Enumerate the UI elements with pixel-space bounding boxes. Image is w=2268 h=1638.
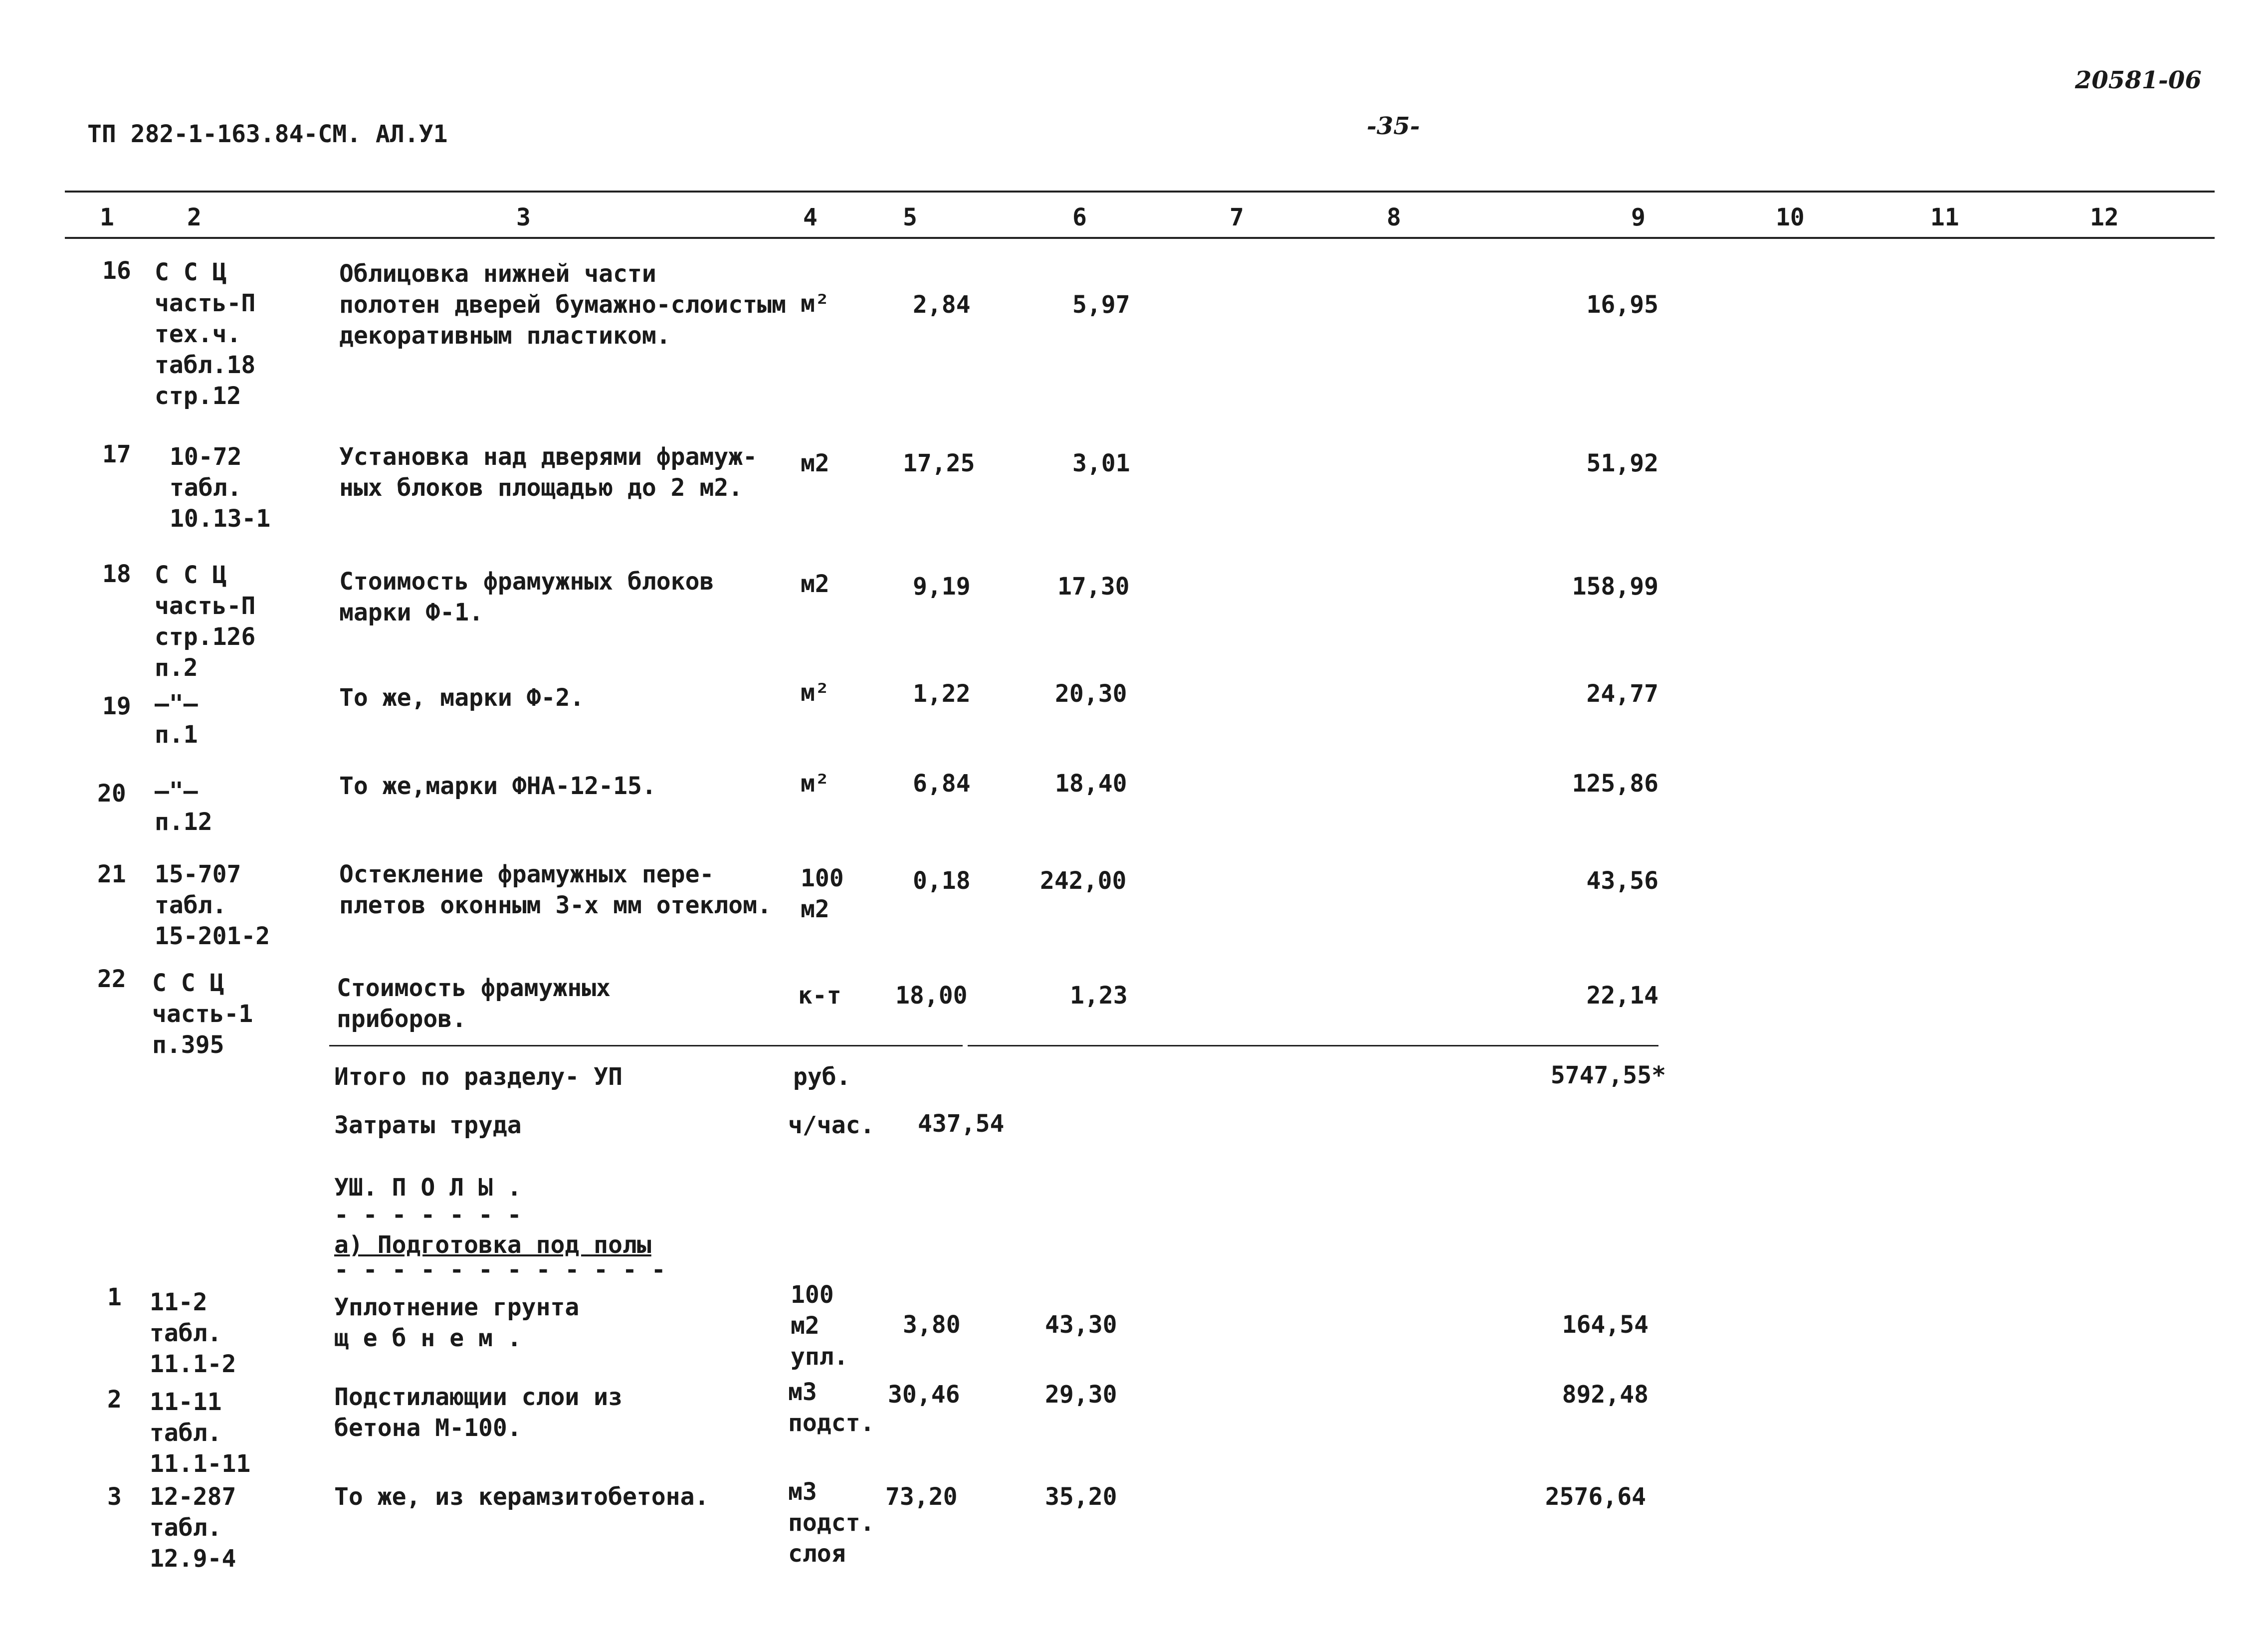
labor-cost-value: 437,54 (918, 1110, 1005, 1138)
row-unit: к-т (798, 982, 841, 1010)
row-total: 43,56 (1586, 867, 1658, 895)
row-quantity: 9,19 (913, 573, 971, 601)
row-total: 22,14 (1586, 982, 1658, 1010)
row-description: Стоимость фрамужных блоков марки Ф-1. (339, 568, 714, 626)
row-description: Уплотнение грунта щ е б н е м . (334, 1293, 580, 1352)
row-description: Установка над дверями фрамуж- ных блоков площадью до 2 м2. (339, 443, 758, 502)
row-total: 125,86 (1572, 770, 1658, 798)
column-header-6: 6 (1072, 204, 1087, 231)
row-unit: м3 подст. (788, 1378, 875, 1437)
document-code: ТП 282-1-163.84-СМ. АЛ.У1 (87, 120, 448, 148)
row-reference: 15-707 табл. 15-201-2 (155, 860, 270, 950)
subtotal-rule-left (329, 1045, 963, 1046)
page-number: -35- (1367, 112, 1420, 140)
row-quantity: 73,20 (885, 1483, 958, 1511)
table-top-rule (65, 191, 2215, 193)
row-unit-price: 35,20 (1045, 1483, 1117, 1511)
row-description: Облицовка нижней части полотен дверей бумажно-слоистым декоративным пластиком. (339, 260, 786, 350)
column-header-3: 3 (516, 204, 531, 231)
row-unit: м3 подст. слоя (788, 1478, 875, 1568)
row-unit-price: 17,30 (1057, 573, 1130, 601)
row-number: 19 (102, 692, 131, 720)
row-unit-price: 3,01 (1072, 449, 1130, 477)
row-quantity: 0,18 (913, 867, 971, 895)
labor-cost-unit: ч/час. (788, 1111, 875, 1139)
row-quantity: 1,22 (913, 680, 971, 708)
subsection-title: а) Подготовка под полы (334, 1231, 651, 1259)
row-number: 3 (107, 1483, 122, 1511)
section-title-underline: - - - - - - - (334, 1201, 522, 1229)
subsection-underline: - - - - - - - - - - - - (334, 1256, 666, 1284)
row-description: То же,марки ФНА-12-15. (339, 772, 656, 800)
row-description: То же, из керамзитобетона. (334, 1483, 709, 1511)
column-header-12: 12 (2090, 204, 2119, 231)
column-header-2: 2 (187, 204, 202, 231)
row-quantity: 3,80 (903, 1311, 961, 1339)
row-unit-price: 29,30 (1045, 1381, 1117, 1409)
column-header-5: 5 (903, 204, 917, 231)
row-total: 164,54 (1562, 1311, 1649, 1339)
row-unit: м² (801, 679, 829, 707)
row-unit-price: 20,30 (1055, 680, 1127, 708)
column-header-11: 11 (1930, 204, 1959, 231)
row-description: Остекление фрамужных пере- плетов оконным 3-х мм отеклом. (339, 860, 772, 919)
row-unit-price: 5,97 (1072, 291, 1130, 319)
row-quantity: 2,84 (913, 291, 971, 319)
row-reference: 12-287 табл. 12.9-4 (150, 1483, 236, 1573)
row-number: 18 (102, 560, 131, 588)
row-total: 24,77 (1586, 680, 1658, 708)
row-unit: м2 (801, 570, 829, 598)
column-header-4: 4 (803, 204, 818, 231)
row-quantity: 18,00 (895, 982, 968, 1010)
row-quantity: 30,46 (888, 1381, 960, 1409)
row-total: 51,92 (1586, 449, 1658, 477)
row-reference: —"— п.1 (155, 690, 198, 749)
row-total: 158,99 (1572, 573, 1658, 601)
row-unit-price: 242,00 (1040, 867, 1127, 895)
row-reference: 10-72 табл. 10.13-1 (170, 443, 271, 533)
subtotal-rule-right (968, 1045, 1658, 1046)
row-total: 16,95 (1586, 291, 1658, 319)
row-reference: 11-11 табл. 11.1-11 (150, 1388, 251, 1478)
section-total-label: Итого по разделу- УП (334, 1063, 622, 1091)
row-unit-price: 1,23 (1070, 982, 1128, 1010)
section-total-value: 5747,55* (1550, 1061, 1666, 1089)
section-total-unit: руб. (793, 1063, 851, 1091)
row-reference: 11-2 табл. 11.1-2 (150, 1288, 236, 1378)
row-unit: м² (801, 290, 829, 318)
table-header-rule (65, 237, 2215, 239)
row-total: 892,48 (1562, 1381, 1649, 1409)
row-description: То же, марки Ф-2. (339, 684, 585, 712)
row-number: 2 (107, 1386, 122, 1414)
column-header-1: 1 (100, 204, 114, 231)
inventory-number: 20581-06 (2075, 66, 2202, 94)
row-reference: С С Ц часть-П стр.126 п.2 (155, 561, 256, 682)
row-reference: —"— п.12 (155, 777, 212, 836)
row-unit-price: 18,40 (1055, 770, 1127, 798)
row-number: 16 (102, 257, 131, 285)
row-description: Подстилающии слои из бетона М-100. (334, 1383, 622, 1442)
row-unit-price: 43,30 (1045, 1311, 1117, 1339)
row-unit: 100 м2 упл. (791, 1281, 848, 1371)
column-header-10: 10 (1776, 204, 1805, 231)
section-title: УШ. П О Л Ы . (334, 1174, 522, 1202)
column-header-9: 9 (1631, 204, 1646, 231)
row-reference: С С Ц часть-1 п.395 (152, 969, 253, 1059)
row-number: 1 (107, 1283, 122, 1311)
column-header-7: 7 (1230, 204, 1244, 231)
row-unit: 100 м2 (801, 864, 844, 923)
row-description: Стоимость фрамужных приборов. (337, 974, 611, 1033)
row-number: 17 (102, 440, 131, 468)
row-unit: м² (801, 770, 829, 798)
row-quantity: 6,84 (913, 770, 971, 798)
column-header-8: 8 (1387, 204, 1401, 231)
row-unit: м2 (801, 449, 829, 477)
row-number: 20 (97, 780, 126, 808)
row-number: 21 (97, 860, 126, 888)
row-quantity: 17,25 (903, 449, 975, 477)
labor-cost-label: Затраты труда (334, 1111, 522, 1139)
row-number: 22 (97, 965, 126, 993)
row-total: 2576,64 (1545, 1483, 1646, 1511)
row-reference: С С Ц часть-П тех.ч. табл.18 стр.12 (155, 258, 256, 410)
